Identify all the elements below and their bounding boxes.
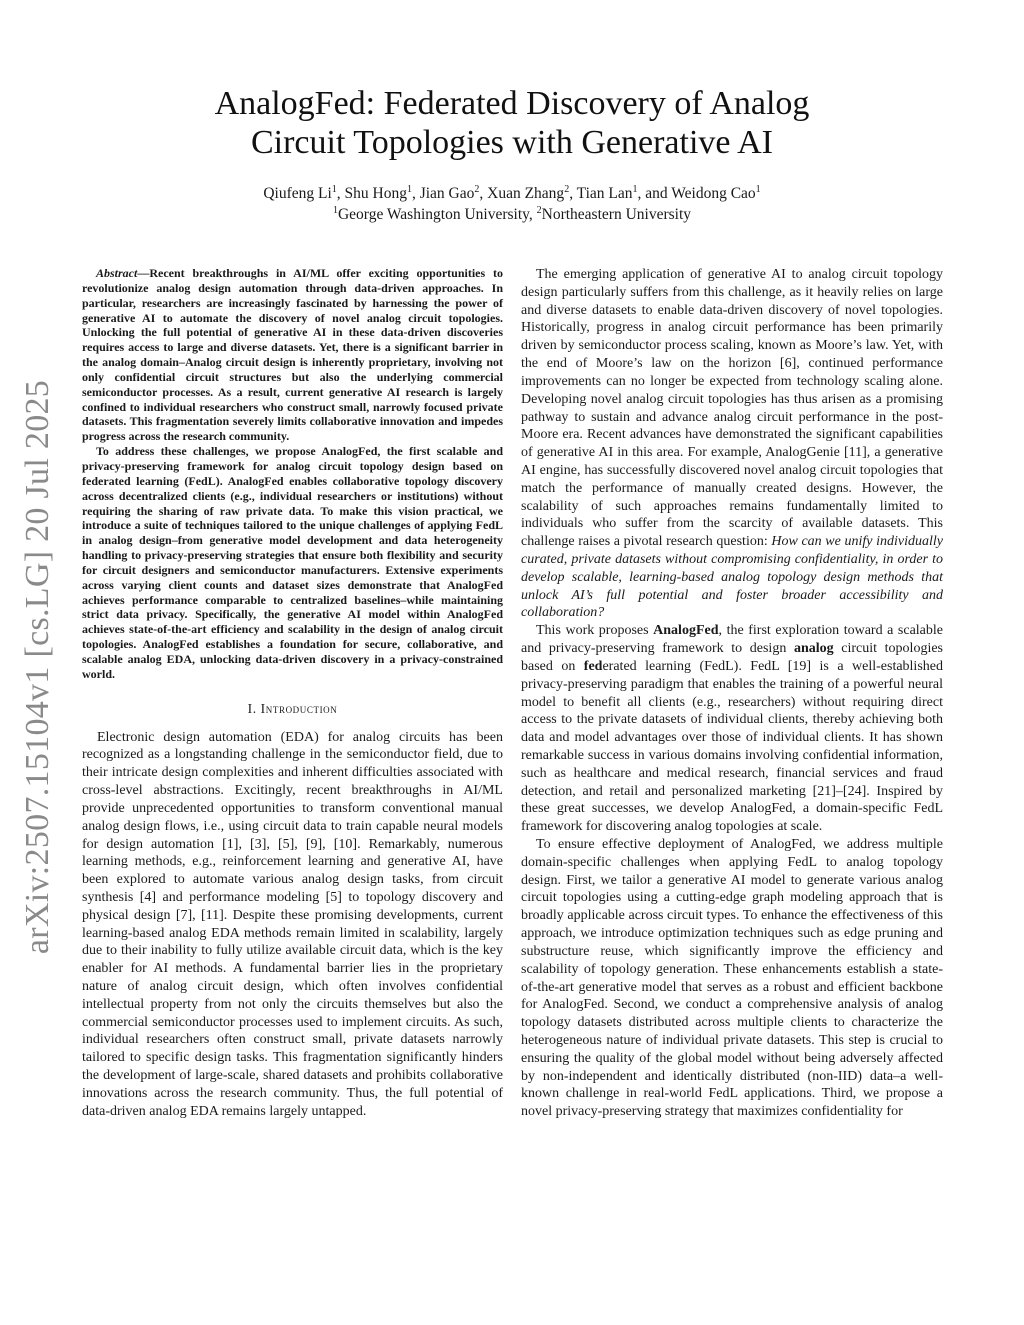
p2-bold-analog: analog (793, 641, 834, 657)
left-column (82, 266, 503, 1121)
right-paragraph-2 (521, 622, 943, 836)
research-question: How can we unify individually curated, private datasets without compromising confidentiality, in order to develop scalable, learning-based analog topology design methods that unlock AI’s full potential and foster broader accessibility and collaboration? (521, 534, 943, 621)
abstract-paragraph-2: To address these challenges, we propose AnalogFed, the first scalable and privacy-preserving framework for analog circuit topology design based on federated learning (FedL). AnalogFed enables collaborative topology discovery across decentralized clients (e.g., individual researchers or institutions) without requiring the sharing of raw private data. To make this vision practical, we introduce a suite of techniques tailored to the unique challenges of applying FedL in analog design–from generative model development and data heterogeneity handling to privacy-preserving strategies that ensure both flexibility and security for circuit designers and semiconductor manufacturers. Extensive experiments across varying client counts and dataset sizes demonstrate that AnalogFed achieves performance comparable to centralized baselines–while maintaining strict data privacy. Specifically, the generative AI model within AnalogFed achieves state-of-the-art efficiency and scalability in the design of analog circuit topologies. AnalogFed establishes a foundation for secure, collaborative, and scalable analog EDA, unlocking data-driven discovery in a privacy-constrained world. (82, 444, 503, 681)
abstract-label: Abstract (96, 266, 138, 280)
section-numeral: I. (247, 700, 257, 716)
author-affiliation-mark: 1 (632, 184, 638, 195)
arxiv-identifier-text: arXiv:2507.15104v1 [cs.LG] 20 Jul 2025 (19, 379, 56, 955)
p2-text-c: , the first exploration toward a scalable and privacy-preserving framework to design (521, 623, 944, 657)
author-name: Xuan Zhang (487, 185, 565, 202)
affiliation-mark: 1 (332, 205, 338, 216)
author-affiliation-mark: 1 (331, 184, 337, 195)
abstract-text-1: Recent breakthroughs in AI/ML offer exciting opportunities to revolutionize analog design automation through data-driven approaches. In particular, researchers are increasingly fascinated by harnessing the power of generative AI to automate the discovery of novel analog circuit topologies. Unlocking the full potential of generative AI in these data-driven discoveries requires access to large and diverse datasets. Yet, there is a significant barrier in the analog domain–Analog circuit design is inherently proprietary, involving not only confidential circuit structures but also the underlying commercial semiconductor processes. As a result, current generative AI research is largely confined to individual researchers who construct small, narrowly focused private datasets. This fragmentation severely limits collaborative innovation and impedes progress across the research community. (82, 266, 503, 444)
author-name: Qiufeng Li (263, 185, 332, 202)
affiliation-list (0, 205, 1024, 225)
right-column (521, 266, 943, 1121)
author-affiliation-mark: 2 (474, 184, 480, 195)
p2-bold-fed: fed (583, 658, 603, 674)
p2-bold-analogfed: AnalogFed (653, 623, 719, 639)
title-line-1: AnalogFed: Federated Discovery of Analog (214, 85, 810, 122)
section-title: Introduction (260, 700, 338, 716)
paper-title (0, 84, 1024, 162)
affiliation-name: George Washington University, (337, 206, 533, 223)
title-line-2: Circuit Topologies with Generative AI (250, 124, 773, 161)
section-heading-introduction (82, 701, 503, 717)
author-affiliation-mark: 1 (406, 184, 412, 195)
author-name: and Weidong Cao (645, 185, 756, 202)
abstract-dash: — (137, 266, 150, 280)
affiliation-mark: 2 (536, 205, 542, 216)
author-name: Tian Lan (576, 185, 633, 202)
right-paragraph-3: To ensure effective deployment of AnalogFed, we address multiple domain-specific challenges when applying FedL to analog topology design. First, we tailor a generative AI model to generate various analog circuit topologies using a cutting-edge graph modeling approach that is broadly applicable across circuit types. To enhance the effectiveness of this approach, we introduce optimization techniques such as edge pruning and substructure reuse, which significantly improve the efficiency and scalability of topology generation. These enhancements establish a state-of-the-art generative model that serves as a robust and efficient backbone for AnalogFed. Second, we conduct a comprehensive analysis of analog topology datasets distributed across multiple clients to characterize the heterogeneous nature of individual private datasets. This step is crucial to ensuring the quality of the global model without being adversely affected by non-independent and identically distributed (non-IID) data–a well-known challenge in real-world FedL applications. Third, we propose a novel privacy-preserving strategy that maximizes confidentiality for (521, 837, 943, 1120)
intro-paragraph-1: Electronic design automation (EDA) for analog circuits has been recognized as a longstanding challenge in the semiconductor field, due to their intricate design complexities and inherent difficulties associated with cross-level abstractions. Excitingly, recent breakthroughs in AI/ML provide unprecedented opportunities to transform conventional manual analog design flows, i.e., using circuit data to train capable neural models for design automation [1], [3], [5], [9], [10]. Remarkably, numerous learning methods, e.g., reinforcement learning and generative AI, have been explored to automate various analog design tasks, from circuit synthesis [4] and performance modeling [5] to topology discovery and physical design [7], [11]. Despite these promising developments, current learning-based analog EDA methods remain limited in scalability, largely due to their inability to fully utilize available circuit data, which is the key enabler for AI methods. A fundamental barrier lies in the proprietary nature of analog circuit design, which often involves confidential intellectual property from not only the circuits themselves but also the commercial semiconductor processes used to implement circuits. As such, individual researchers often construct small, private datasets narrowly tailored to specific design tasks. This fragmentation significantly hinders the development of large-scale, shared datasets and prohibits collaborative innovations across the research community. Thus, the full potential of data-driven analog EDA remains largely untapped. (82, 729, 503, 1119)
author-affiliation-mark: 1 (755, 184, 761, 195)
abstract (82, 266, 503, 682)
author-name: Jian Gao (419, 185, 475, 202)
p2-text-a: This work proposes (536, 623, 654, 639)
arxiv-identifier-stamp (14, 378, 62, 956)
author-affiliation-mark: 2 (564, 184, 570, 195)
affiliation-name: Northeastern University (541, 206, 692, 223)
right-paragraph-1-text: The emerging application of generative AI to analog circuit topology design particularly suffers from this challenge, as it heavily relies on large and diverse datasets to enable data-driven discovery of novel topologies. Historically, progress in analog circuit performance has been primarily driven by semiconductor process scaling, known as Moore’s law. Yet, with the end of Moore’s law on the horizon [6], continued performance improvements can no longer be expected from technology scaling alone. Developing novel analog circuit topologies has thus arisen as a promising pathway to sustain and advance analog circuit performance in the post-Moore era. Recent advances have demonstrated the significant capabilities of generative AI in this area. For example, AnalogGenie [11], a generative AI engine, has successfully discovered novel analog circuit topologies that match the performance of manually created designs. However, the scalability of such approaches remains fundamentally limited to individuals who suffer from the scarcity of available datasets. This challenge raises a pivotal research question: (521, 267, 943, 550)
right-paragraph-1 (521, 266, 943, 622)
p2-text-d: circuit topologies based on (521, 641, 943, 674)
author-name: Shu Hong (344, 185, 407, 202)
author-list: Qiufeng Li$^1$, Shu Hong$^1$, Jian Gao$^2$, Xuan Zhang$^2$, Tian Lan$^1$, and Weidong Cao$^1$ (263, 184, 761, 202)
introduction-body (82, 729, 503, 1121)
abstract-paragraph-1 (82, 266, 503, 444)
p2-text-e: erated learning (FedL). FedL [19] is a well-established privacy-preserving paradigm that enables the training of a powerful neural model to benefit all clients (e.g., researchers) without requiring direct access to the private datasets of individual clients, thereby achieving both data and model advantages over those of individual clients. It has shown remarkable success in various domains involving confidential information, such as healthcare and medical research, financial services and fraud detection, and retail and personalized marketing [21]–[24]. Inspired by these great successes, we develop AnalogFed, a domain-specific FedL framework for discovering analog topologies at scale. (521, 658, 943, 835)
